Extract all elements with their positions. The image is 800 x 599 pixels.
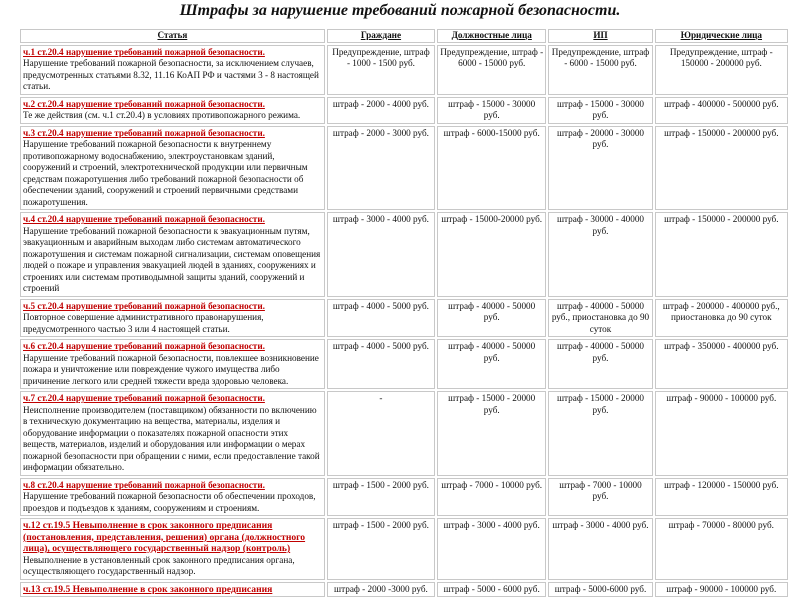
fine-ip: штраф - 40000 - 50000 руб.: [548, 339, 652, 389]
fine-legal: штраф - 400000 - 500000 руб.: [655, 97, 788, 124]
article-link[interactable]: ч.13 ст.19.5 Невыполнение в срок законного предписания: [23, 583, 273, 595]
fine-ip: штраф - 7000 - 10000 руб.: [548, 478, 652, 517]
article-description: Те же действия (см. ч.1 ст.20.4) в условиях противопожарного режима.: [23, 110, 301, 120]
article-link[interactable]: ч.1 ст.20.4 нарушение требований пожарной безопасности.: [23, 46, 265, 57]
fine-officials: штраф - 7000 - 10000 руб.: [437, 478, 546, 517]
fine-ip: Предупреждение, штраф - 6000 - 15000 руб.: [548, 45, 652, 95]
article-cell: [20, 391, 325, 476]
fine-citizens: штраф - 4000 - 5000 руб.: [327, 339, 435, 389]
fine-officials: штраф - 6000-15000 руб.: [437, 126, 546, 211]
table-row: [20, 212, 788, 297]
header-legal: Юридические лица: [655, 29, 788, 43]
fine-legal: штраф - 120000 - 150000 руб.: [655, 478, 788, 517]
fine-ip: штраф - 15000 - 30000 руб.: [548, 97, 652, 124]
fine-ip: штраф - 5000-6000 руб.: [548, 582, 652, 598]
fine-officials: штраф - 3000 - 4000 руб.: [437, 518, 546, 580]
fine-officials: Предупреждение, штраф - 6000 - 15000 руб.: [437, 45, 546, 95]
article-cell: [20, 299, 325, 338]
table-row: [20, 518, 788, 580]
fine-officials: штраф - 5000 - 6000 руб.: [437, 582, 546, 598]
page-title: Штрафы за нарушение требований пожарной безопасности.: [179, 2, 621, 19]
fine-officials: штраф - 40000 - 50000 руб.: [437, 299, 546, 338]
fine-legal: штраф - 90000 - 100000 руб.: [655, 391, 788, 476]
table-row: [20, 299, 788, 338]
fine-officials: штраф - 15000 - 30000 руб.: [437, 97, 546, 124]
article-link[interactable]: ч.4 ст.20.4 нарушение требований пожарной безопасности.: [23, 214, 265, 224]
article-cell: [20, 126, 325, 211]
fine-ip: штраф - 15000 - 20000 руб.: [548, 391, 652, 476]
article-link[interactable]: ч.7 ст.20.4 нарушение требований пожарной безопасности.: [23, 393, 265, 403]
fine-ip: штраф - 20000 - 30000 руб.: [548, 126, 652, 211]
article-cell: [20, 212, 325, 297]
fine-citizens: штраф - 2000 -3000 руб.: [327, 582, 435, 598]
fine-legal: штраф - 150000 - 200000 руб.: [655, 212, 788, 297]
fine-legal: штраф - 70000 - 80000 руб.: [655, 518, 788, 580]
header-citizens: Граждане: [327, 29, 435, 43]
article-description: Нарушение требований пожарной безопасности к внутреннему противопожарному водоснабжению, электроустановкам зданий, сооружений и строений, электротехнической продукции или первичным средствам пожаротушения либо требований пожарной безопасности об обеспечении зданий, сооружений и строений первичными средствами пожаротушения.: [23, 139, 308, 207]
fine-citizens: штраф - 1500 - 2000 руб.: [327, 518, 435, 580]
header-ip: ИП: [548, 29, 652, 43]
fines-table: [18, 27, 790, 599]
header-officials: Должностные лица: [437, 29, 546, 43]
fine-officials: штраф - 15000-20000 руб.: [437, 212, 546, 297]
fine-ip: штраф - 3000 - 4000 руб.: [548, 518, 652, 580]
fine-legal: штраф - 150000 - 200000 руб.: [655, 126, 788, 211]
article-cell: [20, 518, 325, 580]
fine-officials: штраф - 15000 - 20000 руб.: [437, 391, 546, 476]
article-cell: [20, 339, 325, 389]
fine-citizens: штраф - 3000 - 4000 руб.: [327, 212, 435, 297]
fine-ip: штраф - 40000 - 50000 руб., приостановка до 90 суток: [548, 299, 652, 338]
article-description: Неисполнение производителем (поставщиком) обязанности по включению в техническую документацию на вещества, материалы, изделия и оборудование информации о показателях пожарной опасности этих веществ, материалов, изделий и оборудования или информации о мерах пожарной безопасности при обращении с ними, если предоставление такой информации обязательно.: [23, 404, 320, 472]
fine-citizens: -: [327, 391, 435, 476]
fine-citizens: штраф - 2000 - 3000 руб.: [327, 126, 435, 211]
article-link[interactable]: ч.12 ст.19.5 Невыполнение в срок законного предписания (постановления, представления, решения) органа (должностного лица), осуществляющего государственный надзор (контроль): [23, 520, 306, 554]
fine-citizens: Предупреждение, штраф - 1000 - 1500 руб.: [327, 45, 435, 95]
table-row: [20, 582, 788, 598]
table-row: [20, 126, 788, 211]
fine-legal: Предупреждение, штраф - 150000 - 200000 руб.: [655, 45, 788, 95]
article-link[interactable]: ч.8 ст.20.4 нарушение требований пожарной безопасности.: [23, 479, 265, 490]
table-row: [20, 478, 788, 517]
article-cell: [20, 478, 325, 517]
table-row: [20, 391, 788, 476]
fine-legal: штраф - 90000 - 100000 руб.: [655, 582, 788, 598]
fine-ip: штраф - 30000 - 40000 руб.: [548, 212, 652, 297]
article-description: Невыполнение в установленный срок законного предписания органа, осуществляющего государственный надзор.: [23, 554, 295, 576]
article-link[interactable]: ч.6 ст.20.4 нарушение требований пожарной безопасности.: [23, 341, 265, 351]
article-cell: [20, 582, 325, 598]
article-description: Нарушение требований пожарной безопасности, повлекшее возникновение пожара и уничтожение или повреждение чужого имущества либо причинение легкого или средней тяжести вреда здоровью человека.: [23, 352, 319, 386]
fine-officials: штраф - 40000 - 50000 руб.: [437, 339, 546, 389]
table-row: [20, 45, 788, 95]
header-row: [20, 29, 788, 43]
article-link[interactable]: ч.3 ст.20.4 нарушение требований пожарной безопасности.: [23, 127, 265, 138]
article-cell: [20, 45, 325, 95]
fine-legal: штраф - 200000 - 400000 руб., приостановка до 90 суток: [655, 299, 788, 338]
article-description: Нарушение требований пожарной безопасности об обеспечении проходов, проездов и подъездов к зданиям, сооружениям и строениям.: [23, 491, 316, 513]
fine-citizens: штраф - 1500 - 2000 руб.: [327, 478, 435, 517]
table-row: [20, 339, 788, 389]
article-description: Нарушение требований пожарной безопасности, за исключением случаев, предусмотренных статьями 8.32, 11.16 КоАП РФ и частями 3 - 8 настоящей статьи.: [23, 58, 319, 91]
article-link[interactable]: ч.5 ст.20.4 нарушение требований пожарной безопасности.: [23, 300, 265, 311]
fine-citizens: штраф - 2000 - 4000 руб.: [327, 97, 435, 124]
article-description: Повторное совершение административного правонарушения, предусмотренного частью 3 или 4 настоящей статьи.: [23, 312, 264, 334]
fine-citizens: штраф - 4000 - 5000 руб.: [327, 299, 435, 338]
article-link[interactable]: ч.2 ст.20.4 нарушение требований пожарной безопасности.: [23, 98, 265, 109]
table-row: [20, 97, 788, 124]
article-cell: [20, 97, 325, 124]
header-article: Статья: [20, 29, 325, 43]
fine-legal: штраф - 350000 - 400000 руб.: [655, 339, 788, 389]
article-description: Нарушение требований пожарной безопасности к эвакуационным путям, эвакуационным и аварийным выходам либо системам автоматического пожаротушения и системам пожарной сигнализации, системам оповещения людей о пожаре и управления эвакуацией людей в зданиях, сооружениях и строениях или системам противодымной защиты зданий, сооружений и строений: [23, 225, 321, 293]
